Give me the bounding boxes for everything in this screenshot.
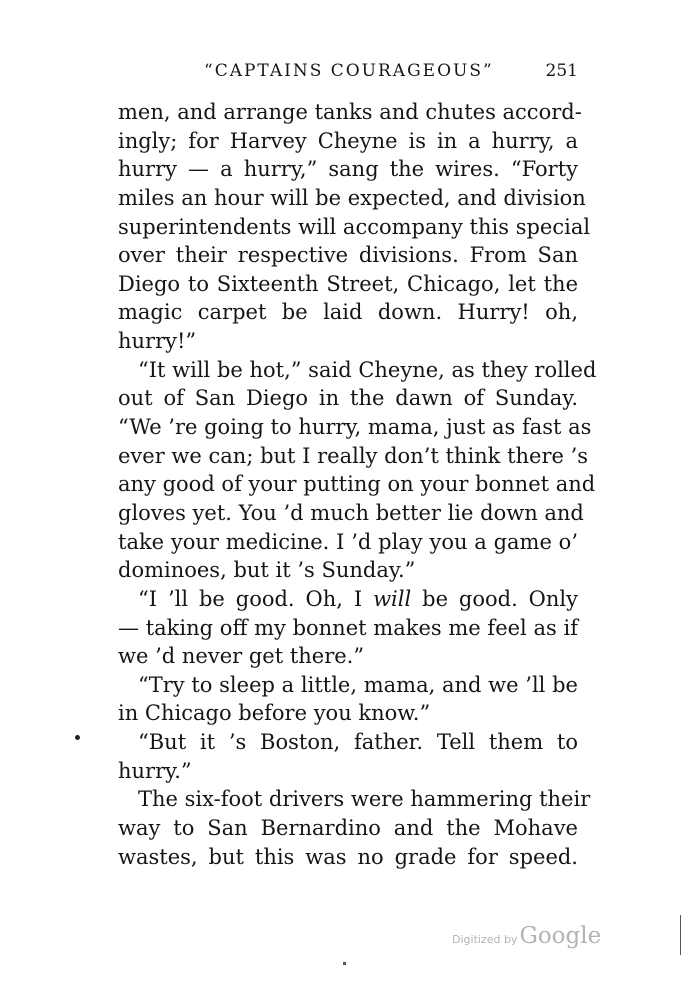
google-logo: Google xyxy=(519,923,602,949)
emphasis: will xyxy=(373,586,412,611)
text-line: The six-foot drivers were hammering their xyxy=(138,787,591,812)
text-line: we ’d never get there.” xyxy=(118,644,365,669)
text-segment: “I ’ll be good. Oh, I xyxy=(138,586,374,611)
scan-mark xyxy=(343,962,346,965)
page-header xyxy=(118,55,578,85)
body-text xyxy=(118,98,597,871)
text-line: Diego to Sixteenth Street, Chicago, let the xyxy=(118,271,578,296)
text-line: any good of your putting on your bonnet and xyxy=(118,472,596,497)
text-line: superintendents will accompany this special xyxy=(118,214,591,239)
text-line: hurry.” xyxy=(118,758,192,783)
text-line: “We ’re going to hurry, mama, just as fast as xyxy=(118,415,592,440)
text-line: miles an hour will be expected, and division xyxy=(118,185,586,210)
text-line: hurry — a hurry,” sang the wires. “Forty xyxy=(118,157,578,182)
text-line: hurry!” xyxy=(118,329,197,354)
text-line: wastes, but this was no grade for speed. xyxy=(118,844,578,869)
text-line: magic carpet be laid down. Hurry! oh, xyxy=(118,300,578,325)
text-line: — taking off my bonnet makes me feel as if xyxy=(118,615,578,640)
text-line: men, and arrange tanks and chutes accord- xyxy=(118,100,582,124)
margin-dot xyxy=(75,735,80,740)
text-line: take your medicine. I ’d play you a game o’ xyxy=(118,529,578,554)
text-line: in Chicago before you know.” xyxy=(118,701,431,726)
text-line: “Try to sleep a little, mama, and we ’ll be xyxy=(138,672,578,697)
text-segment: be good. Only xyxy=(411,586,578,611)
text-line: over their respective divisions. From San xyxy=(118,243,578,268)
text-line: gloves yet. You ’d much better lie down and xyxy=(118,500,584,525)
text-line: out of San Diego in the dawn of Sunday. xyxy=(118,386,578,411)
text-line: ever we can; but I really don’t think there ’s xyxy=(118,443,589,468)
scan-edge xyxy=(680,915,681,955)
running-head: “CAPTAINS COURAGEOUS” xyxy=(204,61,494,81)
text-line: “But it ’s Boston, father. Tell them to xyxy=(138,730,578,755)
text-line: “It will be hot,” said Cheyne, as they rolled xyxy=(138,357,597,382)
text-line: ingly; for Harvey Cheyne is in a hurry, a xyxy=(118,128,578,153)
text-line: way to San Bernardino and the Mohave xyxy=(118,816,578,841)
text-line: dominoes, but it ’s Sunday.” xyxy=(118,558,416,583)
digitized-label: Digitized by xyxy=(452,933,518,946)
text-line xyxy=(118,585,578,614)
page-number: 251 xyxy=(545,61,578,81)
digitized-watermark xyxy=(452,923,601,949)
